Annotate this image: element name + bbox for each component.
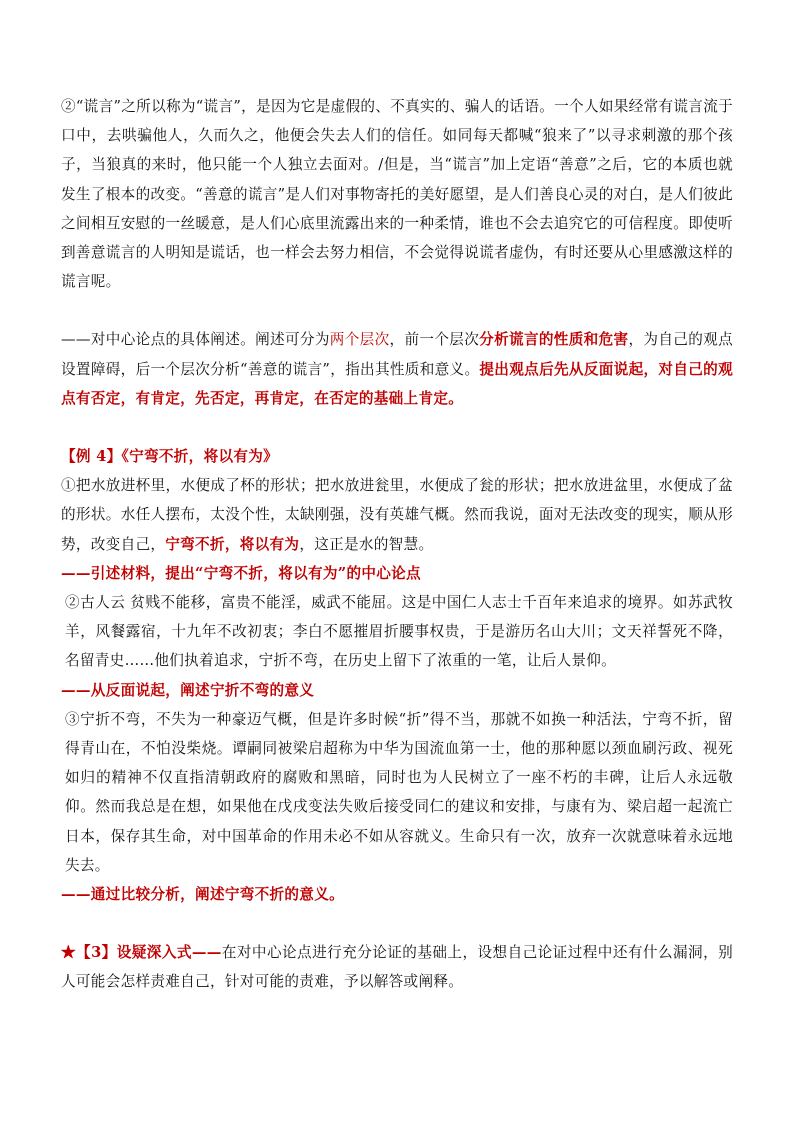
paragraph-text: ①把水放进杯里，水便成了杯的形状；把水放进瓮里，水便成了瓮的形状；把水放进盆里，水便成了盆的形状。水任人摆布，太没个性，太缺刚强，没有英雄气概。然而我说，面对无法改变的现实，顺从形势，改变自己， <box>61 477 733 553</box>
comment-part: ，为自己的观点设置障碍，后一个层次分析“善意的谎言”，指出其性质和意义。 <box>61 331 733 378</box>
method3-label: ★【3】设疑深入式—— <box>61 944 222 962</box>
example4-comment-1: ——引述材料，提出“宁弯不折，将以有为”的中心论点 <box>61 564 421 582</box>
example4-paragraph-1 <box>61 471 733 559</box>
example4-paragraph-3: ③宁折不弯，不失为一种豪迈气概，但是许多时候“折”得不当，那就不如换一种活法，宁弯不折，留得青山在，不怕没柴烧。谭嗣同被梁启超称为中华为国流血第一士，他的那种愿以颈血刷污政、视死如归的精神不仅直指清朝政府的腐败和黑暗，同时也为人民树立了一座不朽的丰碑，让后人永远敬仰。然而我总是在想，如果他在戊戌变法失败后接受同仁的建议和安排，与康有为、梁启超一起流亡日本，保存其生命，对中国革命的作用未必不如从容就义。生命只有一次，放弃一次就意味着永远地失去。 <box>65 710 733 874</box>
example4-paragraph-2: ②古人云 贫贱不能移，富贵不能淫，威武不能屈。这是中国仁人志士千百年来追求的境界。如苏武牧羊，风餐露宿，十九年不改初衷；李白不愿摧眉折腰事权贵，于是游历名山大川；文天祥誓死不降，名留青史……他们执着追求，宁折不弯，在历史上留下了浓重的一笔，让后人景仰。 <box>65 594 733 670</box>
comment-part-highlight: 分析谎言的性质和危害 <box>479 331 629 349</box>
comment-part-highlight: 提出观点后先从反面说起，对自己的观点有否定，有肯定，先否定，再肯定，在否定的基础上肯定。 <box>61 360 733 407</box>
method3-paragraph <box>61 938 733 996</box>
document-page <box>61 92 733 997</box>
paragraph-text: ，这正是水的智慧。 <box>299 535 434 553</box>
central-thesis-highlight: 宁弯不折，将以有为 <box>165 535 300 553</box>
example4-comment-2: ——从反面说起，阐述宁折不弯的意义 <box>61 681 315 699</box>
example4-comment-3: ——通过比较分析，阐述宁弯不折的意义。 <box>61 886 344 904</box>
method3-text: 在对中心论点进行充分论证的基础上，设想自己论证过程中还有什么漏洞，别人可能会怎样责难自己，针对可能的责难，予以解答或阐释。 <box>61 944 733 991</box>
comment-part: ，前一个层次 <box>389 331 480 349</box>
comment-part: ——对中心论点的具体阐述。阐述可分为 <box>61 331 330 349</box>
section2-comment <box>61 325 733 413</box>
section2-paragraph: ②“谎言”之所以称为“谎言”，是因为它是虚假的、不真实的、骗人的话语。一个人如果经常有谎言流于口中，去哄骗他人，久而久之，他便会失去人们的信任。如同每天都喊“狼来了”以寻求刺激的那个孩子，当狼真的来时，他只能一个人独立去面对。/但是，当“谎言”加上定语“善意”之后，它的本质也就发生了根本的改变。“善意的谎言”是人们对事物寄托的美好愿望，是人们善良心灵的对白，是人们彼此之间相互安慰的一丝暖意，是人们心底里流露出来的一种柔情，谁也不会去追究它的可信程度。即使听到善意谎言的人明知是谎话，也一样会去努力相信，不会觉得说谎者虚伪，有时还要从心里感激这样的谎言呢。 <box>61 98 733 291</box>
example4-heading: 【例 4】《宁弯不折，将以有为》 <box>61 448 279 466</box>
comment-part-highlight: 两个层次 <box>329 331 390 349</box>
